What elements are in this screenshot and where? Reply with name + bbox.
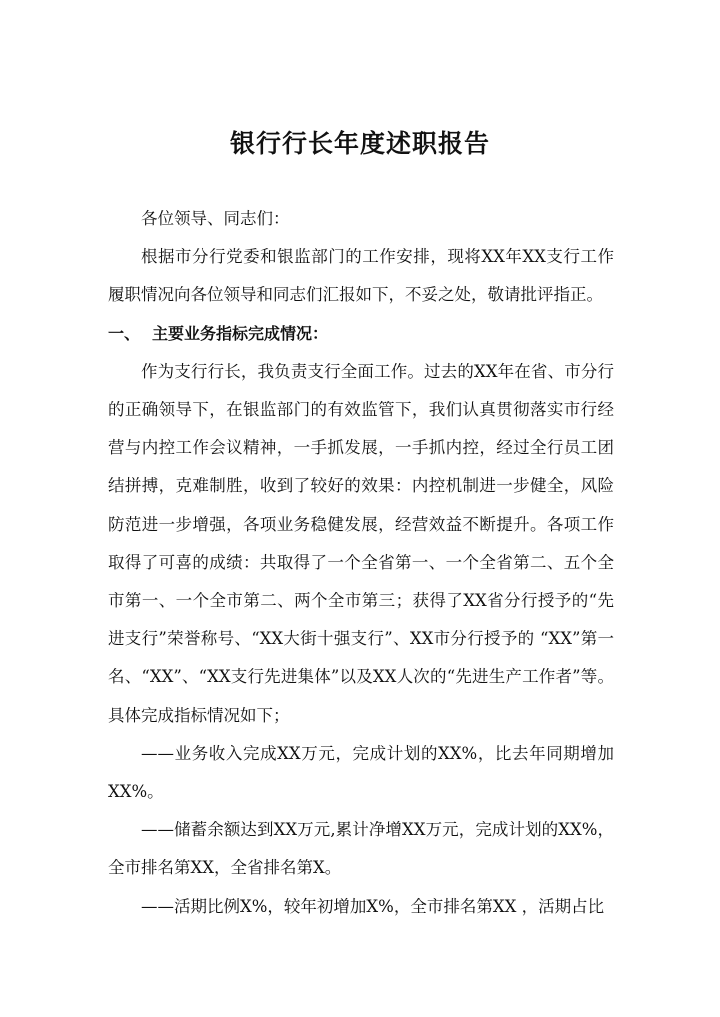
section-heading-text: 主要业务指标完成情况： [152,323,329,343]
intro-paragraph: 根据市分行党委和银监部门的工作安排，现将XX年XX支行工作履职情况向各位领导和同志们汇报如下，不妥之处，敬请批评指正。 [108,247,614,305]
document-title: 银行行长年度述职报告 [229,129,490,158]
section-number: 一、 [108,323,141,343]
salutation: 各位领导、同志们： [141,209,290,228]
document-body [108,200,614,926]
list-item: ——储蓄余额达到XX万元,累计净增XX万元，完成计划的XX%，全市排名第XX，全省排名第X。 [108,820,614,878]
list-item: ——业务收入完成XX万元，完成计划的XX%，比去年同期增加XX%。 [108,743,614,802]
section-heading [108,315,614,353]
list-item: ——活期比例X%，较年初增加X%，全市排名第XX ，活期占比 [141,896,605,916]
body-paragraph: 作为支行行长，我负责支行全面工作。过去的XX年在省、市分行的正确领导下，在银监部门的有效监管下，我们认真贯彻落实市行经营与内控工作会议精神，一手抓发展，一手抓内控，经过全行员工团结拼搏，克难制胜，收到了较好的效果：内控机制进一步健全，风险防范进一步增强，各项业务稳健发展，经营效益不断提升。各项工作取得了可喜的成绩：共取得了一个全省第一、一个全省第二、五个全市第一、一个全市第二、两个全市第三；获得了XX省分行授予的“先进支行”荣誉称号、“XX大街十强支行”、XX市分行授予的 “XX”第一名、“XX”、“XX支行先进集体”以及XX人次的“先进生产工作者”等。具体完成指标情况如下； [108,361,614,725]
